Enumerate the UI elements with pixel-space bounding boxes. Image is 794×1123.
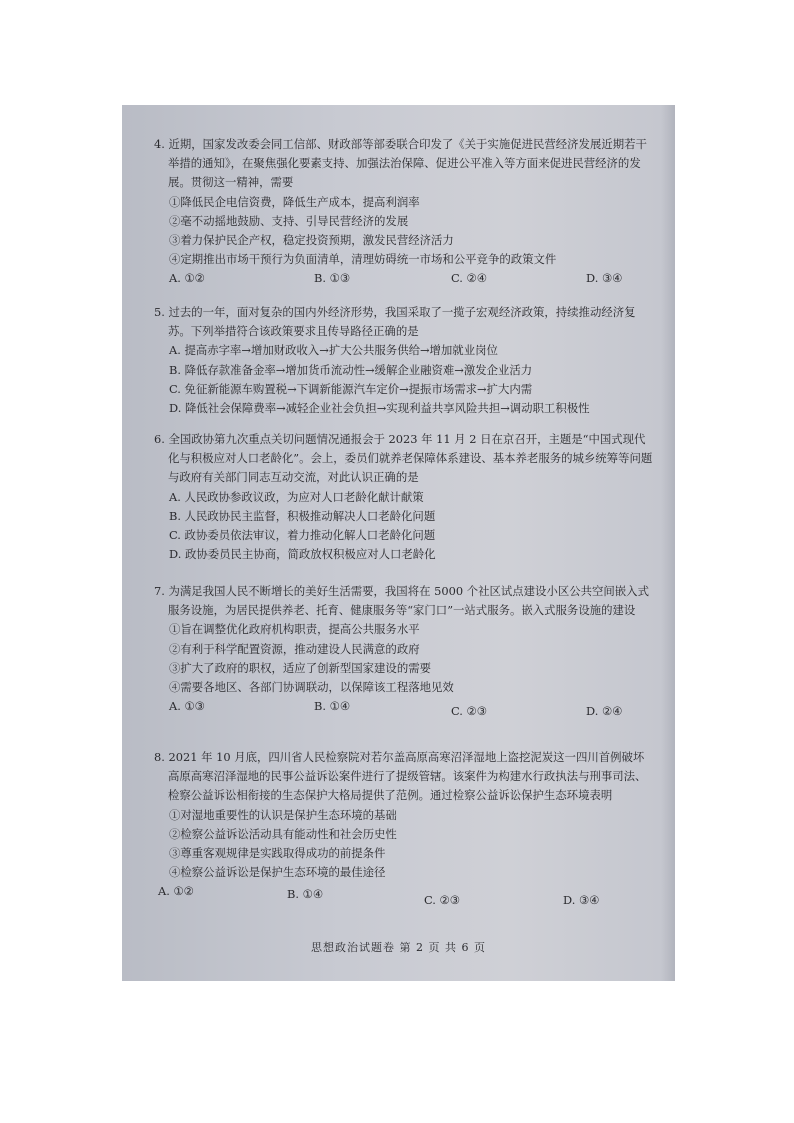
choice-d: D. ③④: [586, 271, 623, 286]
choice-d: D. ③④: [563, 893, 600, 908]
statement-2: ②毫不动摇地鼓励、支持、引导民营经济的发展: [169, 213, 409, 228]
choice-b: B. ①④: [314, 699, 351, 714]
scanned-page-photo: [122, 105, 675, 981]
exam-content: [122, 105, 675, 981]
choice-c: C. ②③: [424, 893, 460, 908]
option-b: B. 人民政协民主监督，积极推动解决人口老龄化问题: [169, 508, 436, 523]
question-6: [154, 430, 654, 564]
choice-a: A. ①②: [158, 884, 194, 899]
choice-c: C. ②③: [451, 704, 487, 719]
statement-1: ①对湿地重要性的认识是保护生态环境的基础: [169, 807, 397, 822]
choice-a: A. ①②: [169, 271, 205, 286]
answer-choices: [154, 882, 654, 908]
choice-b: B. ①③: [314, 271, 351, 286]
statement-1: ①旨在调整优化政府机构职责，提高公共服务水平: [169, 622, 420, 637]
option-d: D. 降低社会保障费率→减轻企业社会负担→实现利益共享风险共担→调动职工积极性: [169, 401, 590, 416]
question-stem: 7. 为满足我国人民不断增长的美好生活需要，我国将在 5000 个社区试点建设小区公共空间嵌入式服务设施，为居民提供养老、托育、健康服务等“家门口”一站式服务。嵌入式服务设施的建设: [154, 584, 649, 618]
question-stem: 5. 过去的一年，面对复杂的国内外经济形势，我国采取了一揽子宏观经济政策，持续推动经济复苏。下列举措符合该政策要求且传导路径正确的是: [154, 305, 636, 339]
statement-3: ③扩大了政府的职权，适应了创新型国家建设的需要: [169, 660, 431, 675]
statement-4: ④检察公益诉讼是保护生态环境的最佳途径: [169, 865, 386, 880]
choice-a: A. ①③: [169, 699, 205, 714]
question-5: [154, 303, 654, 418]
option-c: C. 免征新能源车购置税→下调新能源汽车定价→提振市场需求→扩大内需: [169, 381, 533, 396]
choice-d: D. ②④: [586, 704, 623, 719]
question-stem: 8. 2021 年 10 月底，四川省人民检察院对若尔盖高原高寒沼泽湿地上盗挖泥炭这一四川首例破坏高原高寒沼泽湿地的民事公益诉讼案件进行了提级管辖。该案件为构建水行政执法与刑事司法、检察公益诉讼相衔接的生态保护大格局提供了范例。通过检察公益诉讼保护生态环境表明: [154, 750, 647, 803]
statement-2: ②有利于科学配置资源，推动建设人民满意的政府: [169, 641, 420, 656]
choice-b: B. ①④: [287, 887, 324, 902]
question-4: [154, 135, 654, 289]
answer-choices: [154, 269, 654, 288]
statement-3: ③尊重客观规律是实践取得成功的前提条件: [169, 846, 386, 861]
question-stem: 4. 近期，国家发改委会同工信部、财政部等部委联合印发了《关于实施促进民营经济发展近期若干举措的通知》，在聚焦强化要素支持、加强法治保障、促进公平准入等方面来促进民营经济的发展。贯彻这一精神，需要: [154, 137, 647, 190]
option-b: B. 降低存款准备金率→增加货币流动性→缓解企业融资难→激发企业活力: [169, 362, 533, 377]
question-stem: 6. 全国政协第九次重点关切问题情况通报会于 2023 年 11 月 2 日在京召开，主题是“中国式现代化与积极应对人口老龄化”。会上，委员们就养老保障体系建设、基本养老服务的城乡统筹等问题与政府有关部门同志互动交流，对此认识正确的是: [154, 432, 653, 485]
statement-4: ④定期推出市场干预行为负面清单，清理妨碍统一市场和公平竞争的政策文件: [169, 252, 557, 267]
answer-choices: [154, 697, 654, 719]
option-a: A. 人民政协参政议政，为应对人口老龄化献计献策: [169, 489, 424, 504]
question-7: [154, 582, 654, 719]
statement-2: ②检察公益诉讼活动具有能动性和社会历史性: [169, 826, 397, 841]
choice-c: C. ②④: [451, 271, 487, 286]
option-a: A. 提高赤字率→增加财政收入→扩大公共服务供给→增加就业岗位: [169, 343, 498, 358]
page-footer: 思想政治试题卷 第 2 页 共 6 页: [311, 941, 486, 954]
question-8: [154, 748, 654, 908]
statement-3: ③着力保护民企产权，稳定投资预期，激发民营经济活力: [169, 233, 454, 248]
option-c: C. 政协委员依法审议，着力推动化解人口老龄化问题: [169, 528, 436, 543]
statement-4: ④需要各地区、各部门协调联动，以保障该工程落地见效: [169, 680, 454, 695]
statement-1: ①降低民企电信资费，降低生产成本，提高利润率: [169, 194, 420, 209]
option-d: D. 政协委员民主协商，简政放权积极应对人口老龄化: [169, 547, 436, 562]
